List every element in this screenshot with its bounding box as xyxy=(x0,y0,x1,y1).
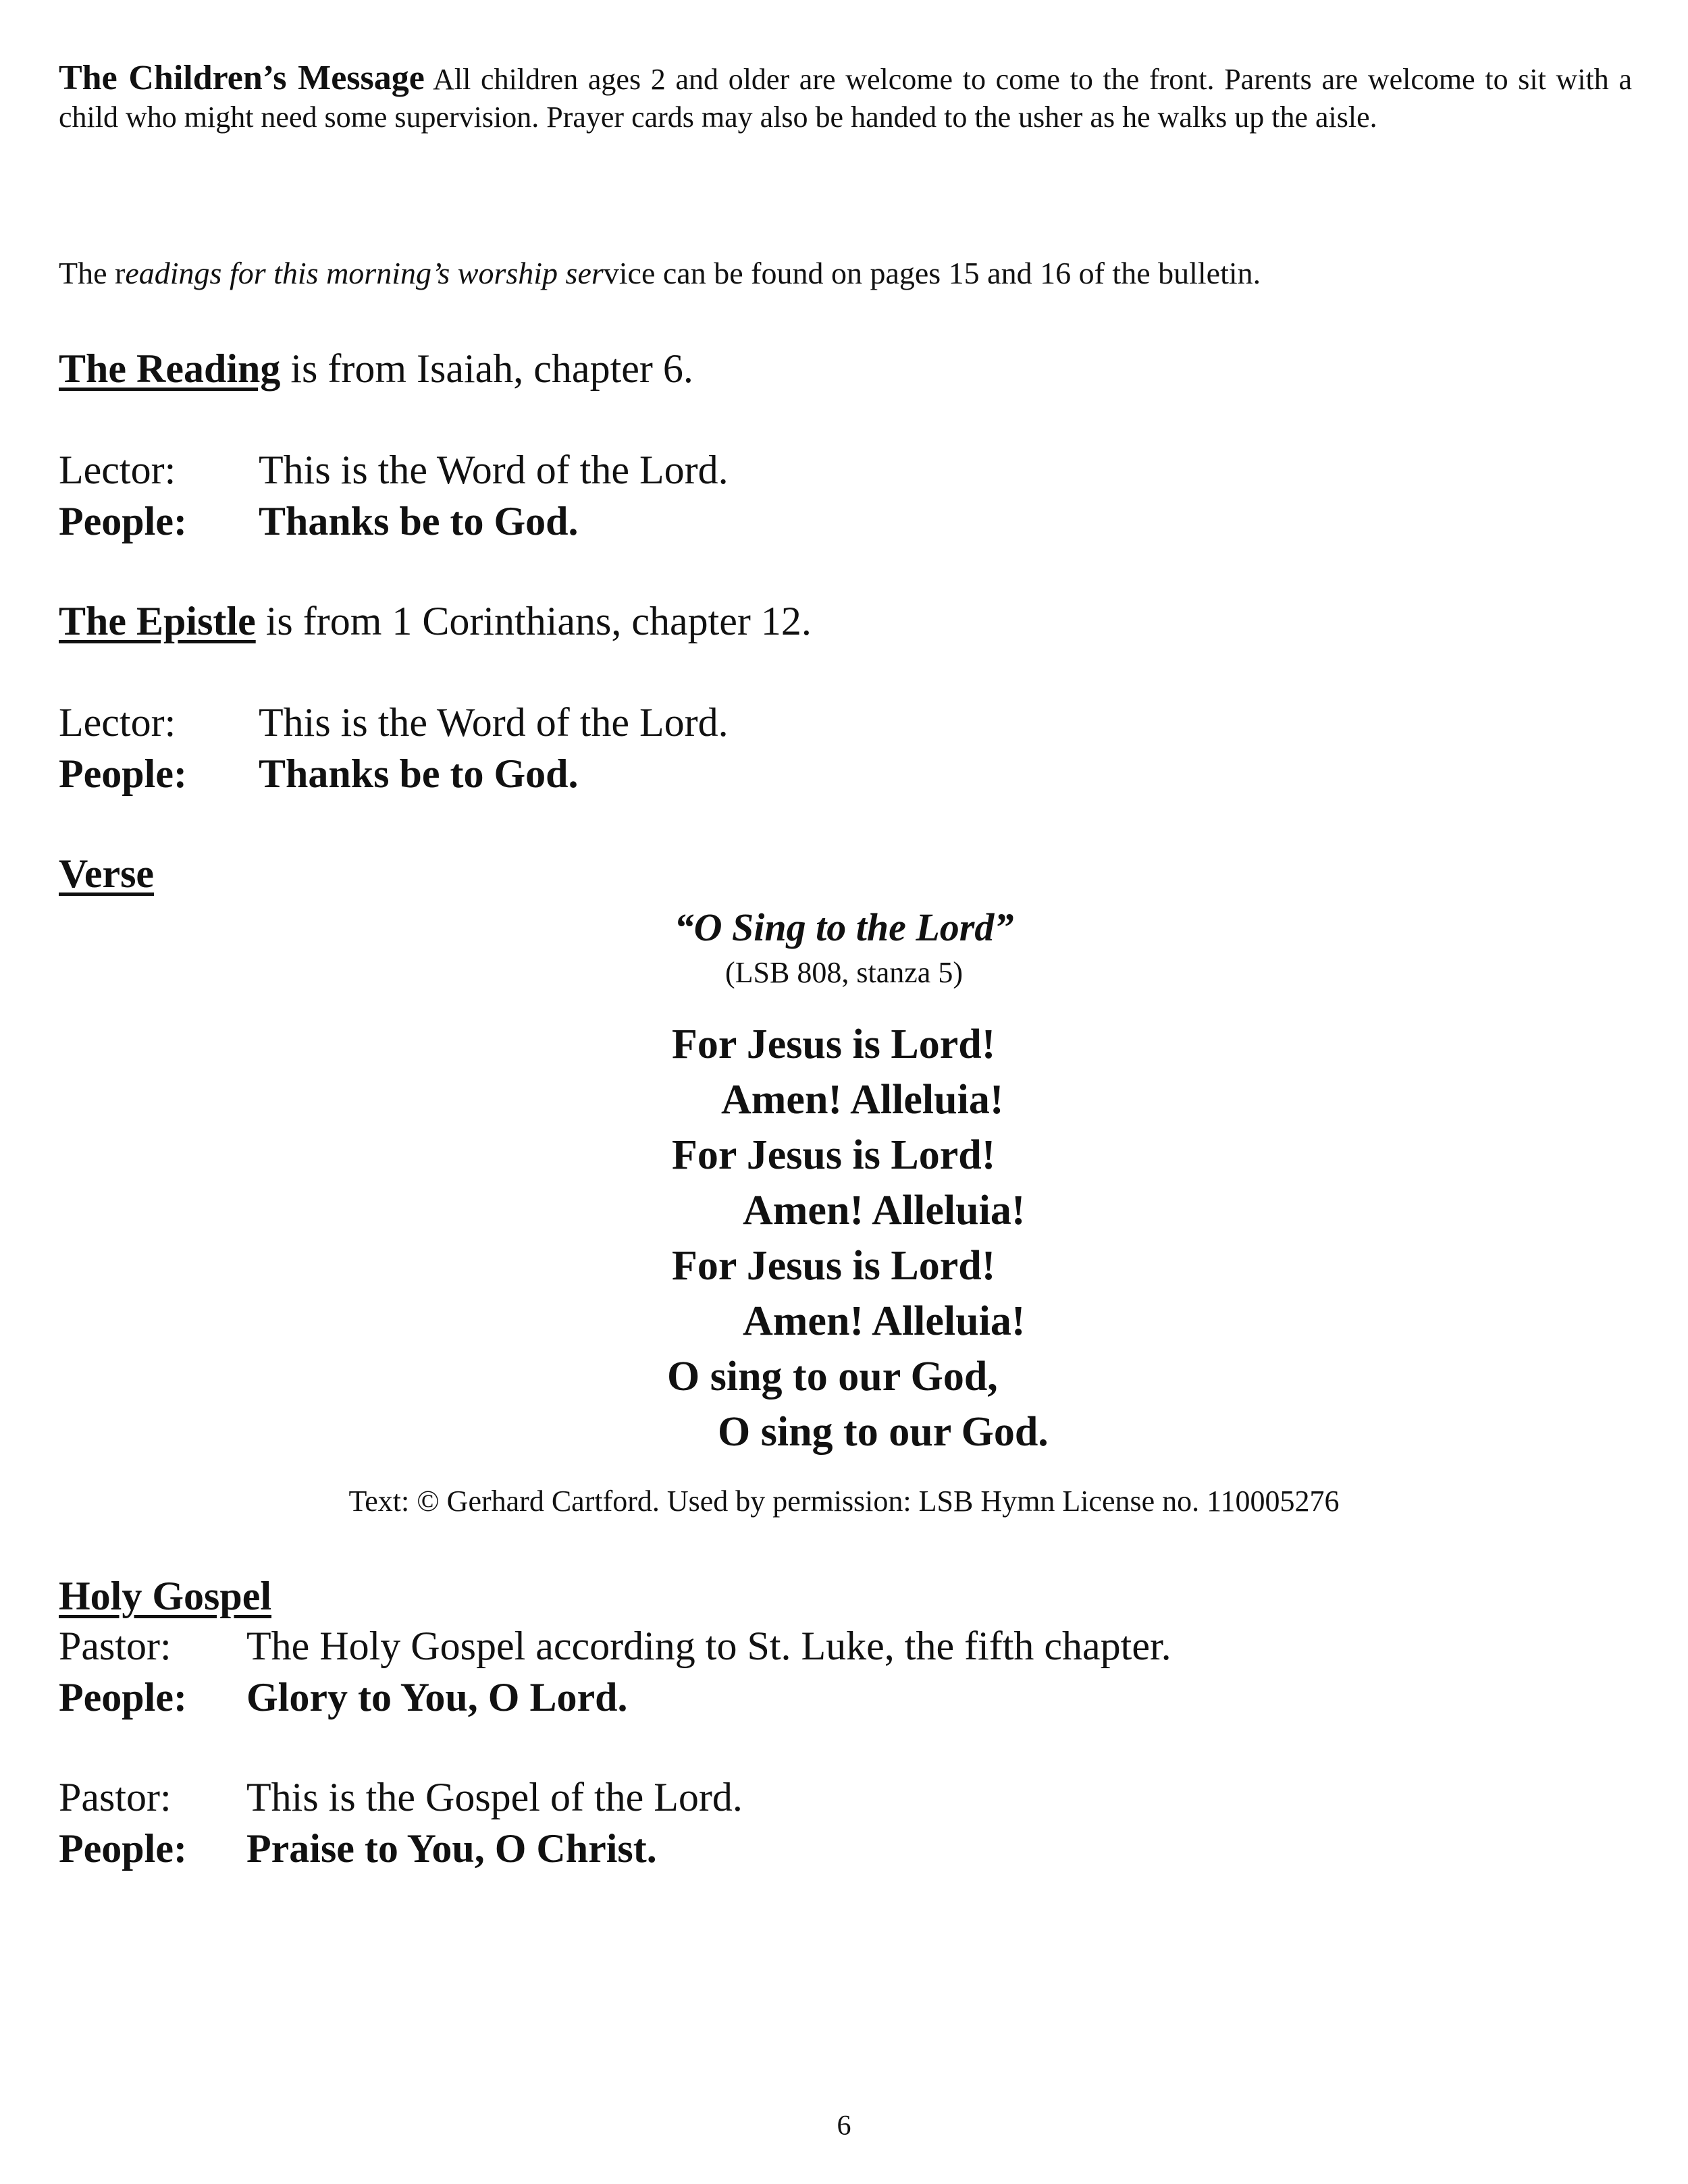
pastor-text: The Holy Gospel according to St. Luke, the fifth chapter. xyxy=(246,1624,1171,1668)
reading-people-line xyxy=(59,498,579,545)
childrens-message-title: The Children’s Message xyxy=(59,59,425,97)
verse-line: For Jesus is Lord! xyxy=(672,1132,996,1178)
verse-line: Amen! Alleluia! xyxy=(743,1298,1026,1344)
childrens-message xyxy=(59,59,1632,136)
lector-label: Lector: xyxy=(59,448,176,492)
lector-text: This is the Word of the Lord. xyxy=(259,448,729,492)
verse-line: For Jesus is Lord! xyxy=(672,1021,996,1067)
pastor-text: This is the Gospel of the Lord. xyxy=(246,1775,743,1819)
people-label: People: xyxy=(59,1675,187,1720)
epistle-people-line xyxy=(59,751,579,797)
verse-line: O sing to our God. xyxy=(718,1409,1049,1455)
reading-text: is from Isaiah, chapter 6. xyxy=(280,346,693,391)
people-text: Glory to You, O Lord. xyxy=(246,1675,628,1720)
epistle-heading: The Epistle xyxy=(59,599,256,643)
reading-section-heading xyxy=(59,346,693,392)
people-label: People: xyxy=(59,751,187,796)
verse-line: Amen! Alleluia! xyxy=(743,1188,1026,1233)
readings-note-italic: eadings for this morning’s worship ser xyxy=(125,256,604,290)
epistle-section-heading xyxy=(59,598,812,645)
pastor-label: Pastor: xyxy=(59,1624,172,1668)
people-text: Thanks be to God. xyxy=(259,751,579,796)
people-label: People: xyxy=(59,499,187,543)
reading-heading: The Reading xyxy=(59,346,281,391)
readings-note-suffix: vice can be found on pages 15 and 16 of the bulletin. xyxy=(603,256,1261,290)
hymn-title: “O Sing to the Lord” xyxy=(674,905,1014,949)
epistle-text: is from 1 Corinthians, chapter 12. xyxy=(255,599,812,643)
gospel-pastor-line xyxy=(59,1774,743,1821)
lector-text: This is the Word of the Lord. xyxy=(259,700,729,745)
pastor-label: Pastor: xyxy=(59,1775,172,1819)
gospel-pastor-line xyxy=(59,1623,1171,1670)
gospel-heading: Holy Gospel xyxy=(59,1574,272,1618)
gospel-people-line xyxy=(59,1674,627,1721)
verse-line: Amen! Alleluia! xyxy=(721,1077,1004,1123)
verse-line: For Jesus is Lord! xyxy=(672,1243,996,1289)
hymn-reference: (LSB 808, stanza 5) xyxy=(725,956,963,989)
people-text: Praise to You, O Christ. xyxy=(246,1826,657,1871)
verse-line: O sing to our God, xyxy=(667,1354,998,1400)
people-label: People: xyxy=(59,1826,187,1871)
reading-lector-line xyxy=(59,447,729,494)
gospel-people-line xyxy=(59,1826,657,1872)
readings-note-prefix: The r xyxy=(59,256,126,290)
epistle-lector-line xyxy=(59,699,729,746)
childrens-message-text: All children ages 2 and older are welcome to come to the front. Parents are welcome to sit with a child who might need some supervision. Prayer cards may also be handed to the usher as he walks up the aisle. xyxy=(59,63,1632,134)
people-text: Thanks be to God. xyxy=(259,499,579,543)
page-number: 6 xyxy=(837,2110,851,2141)
readings-note xyxy=(59,255,1261,291)
lector-label: Lector: xyxy=(59,700,176,745)
verse-heading: Verse xyxy=(59,851,155,896)
hymn-credit: Text: © Gerhard Cartford. Used by permission: LSB Hymn License no. 110005276 xyxy=(348,1485,1340,1518)
